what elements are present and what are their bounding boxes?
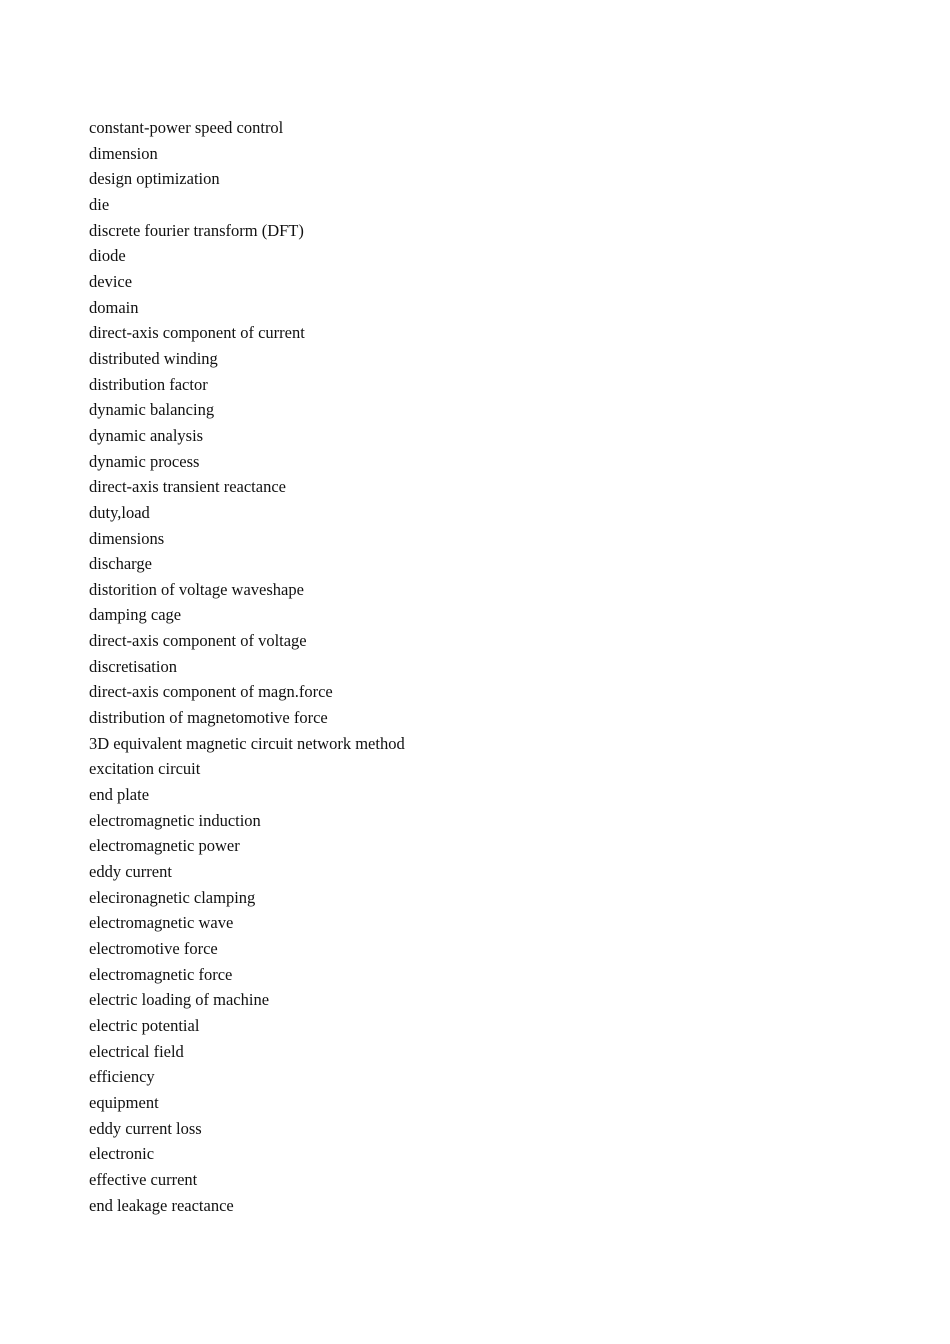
term-item: distributed winding — [89, 348, 218, 368]
term-item: device — [89, 271, 133, 291]
term-item: electromotive force — [89, 939, 218, 958]
term-item: distribution of magnetomotive force — [89, 708, 328, 728]
term-item: excitation circuit — [89, 759, 201, 779]
term-item: constant-power speed control — [89, 118, 284, 137]
term-item: electrical field — [89, 1041, 184, 1061]
term-item: dynamic process — [89, 451, 200, 471]
term-item: discharge — [89, 554, 152, 574]
term-item: direct-axis transient reactance — [89, 477, 286, 497]
term-item: effective current — [89, 1169, 198, 1189]
term-item: dynamic balancing — [89, 400, 215, 420]
term-item: direct-axis component of voltage — [89, 631, 307, 651]
term-item: end plate — [89, 785, 150, 805]
term-item: eddy current loss — [89, 1118, 202, 1138]
term-item: domain — [89, 297, 139, 317]
term-item: damping cage — [89, 605, 182, 625]
term-item: duty,load — [89, 502, 150, 522]
term-item: electromagnetic power — [89, 836, 240, 856]
term-item: 3D equivalent magnetic circuit network method — [89, 733, 405, 753]
term-item: electromagnetic force — [89, 964, 233, 984]
term-item: electric potential — [89, 1015, 200, 1035]
term-item: eddy current — [89, 862, 172, 882]
term-item: electromagnetic induction — [89, 810, 261, 830]
term-item: diode — [89, 246, 126, 266]
term-item: distorition of voltage waveshape — [89, 579, 304, 599]
term-item: design optimization — [89, 169, 220, 189]
term-item: die — [89, 194, 110, 214]
term-item: discretisation — [89, 656, 177, 676]
term-item: elecironagnetic clamping — [89, 887, 256, 907]
term-item: direct-axis component of magn.force — [89, 682, 333, 702]
term-item: electronic — [89, 1144, 155, 1164]
term-item: efficiency — [89, 1067, 155, 1087]
term-item: equipment — [89, 1092, 159, 1112]
term-item: discrete fourier transform (DFT) — [89, 220, 304, 240]
term-item: distribution factor — [89, 374, 208, 394]
term-item: dynamic analysis — [89, 425, 204, 445]
term-item: electromagnetic wave — [89, 913, 234, 933]
term-item: direct-axis component of current — [89, 323, 305, 343]
term-item: dimensions — [89, 528, 165, 548]
term-item: end leakage reactance — [89, 1195, 234, 1215]
term-item: electric loading of machine — [89, 990, 270, 1010]
term-item: dimension — [89, 143, 158, 163]
term-list — [89, 115, 405, 1218]
